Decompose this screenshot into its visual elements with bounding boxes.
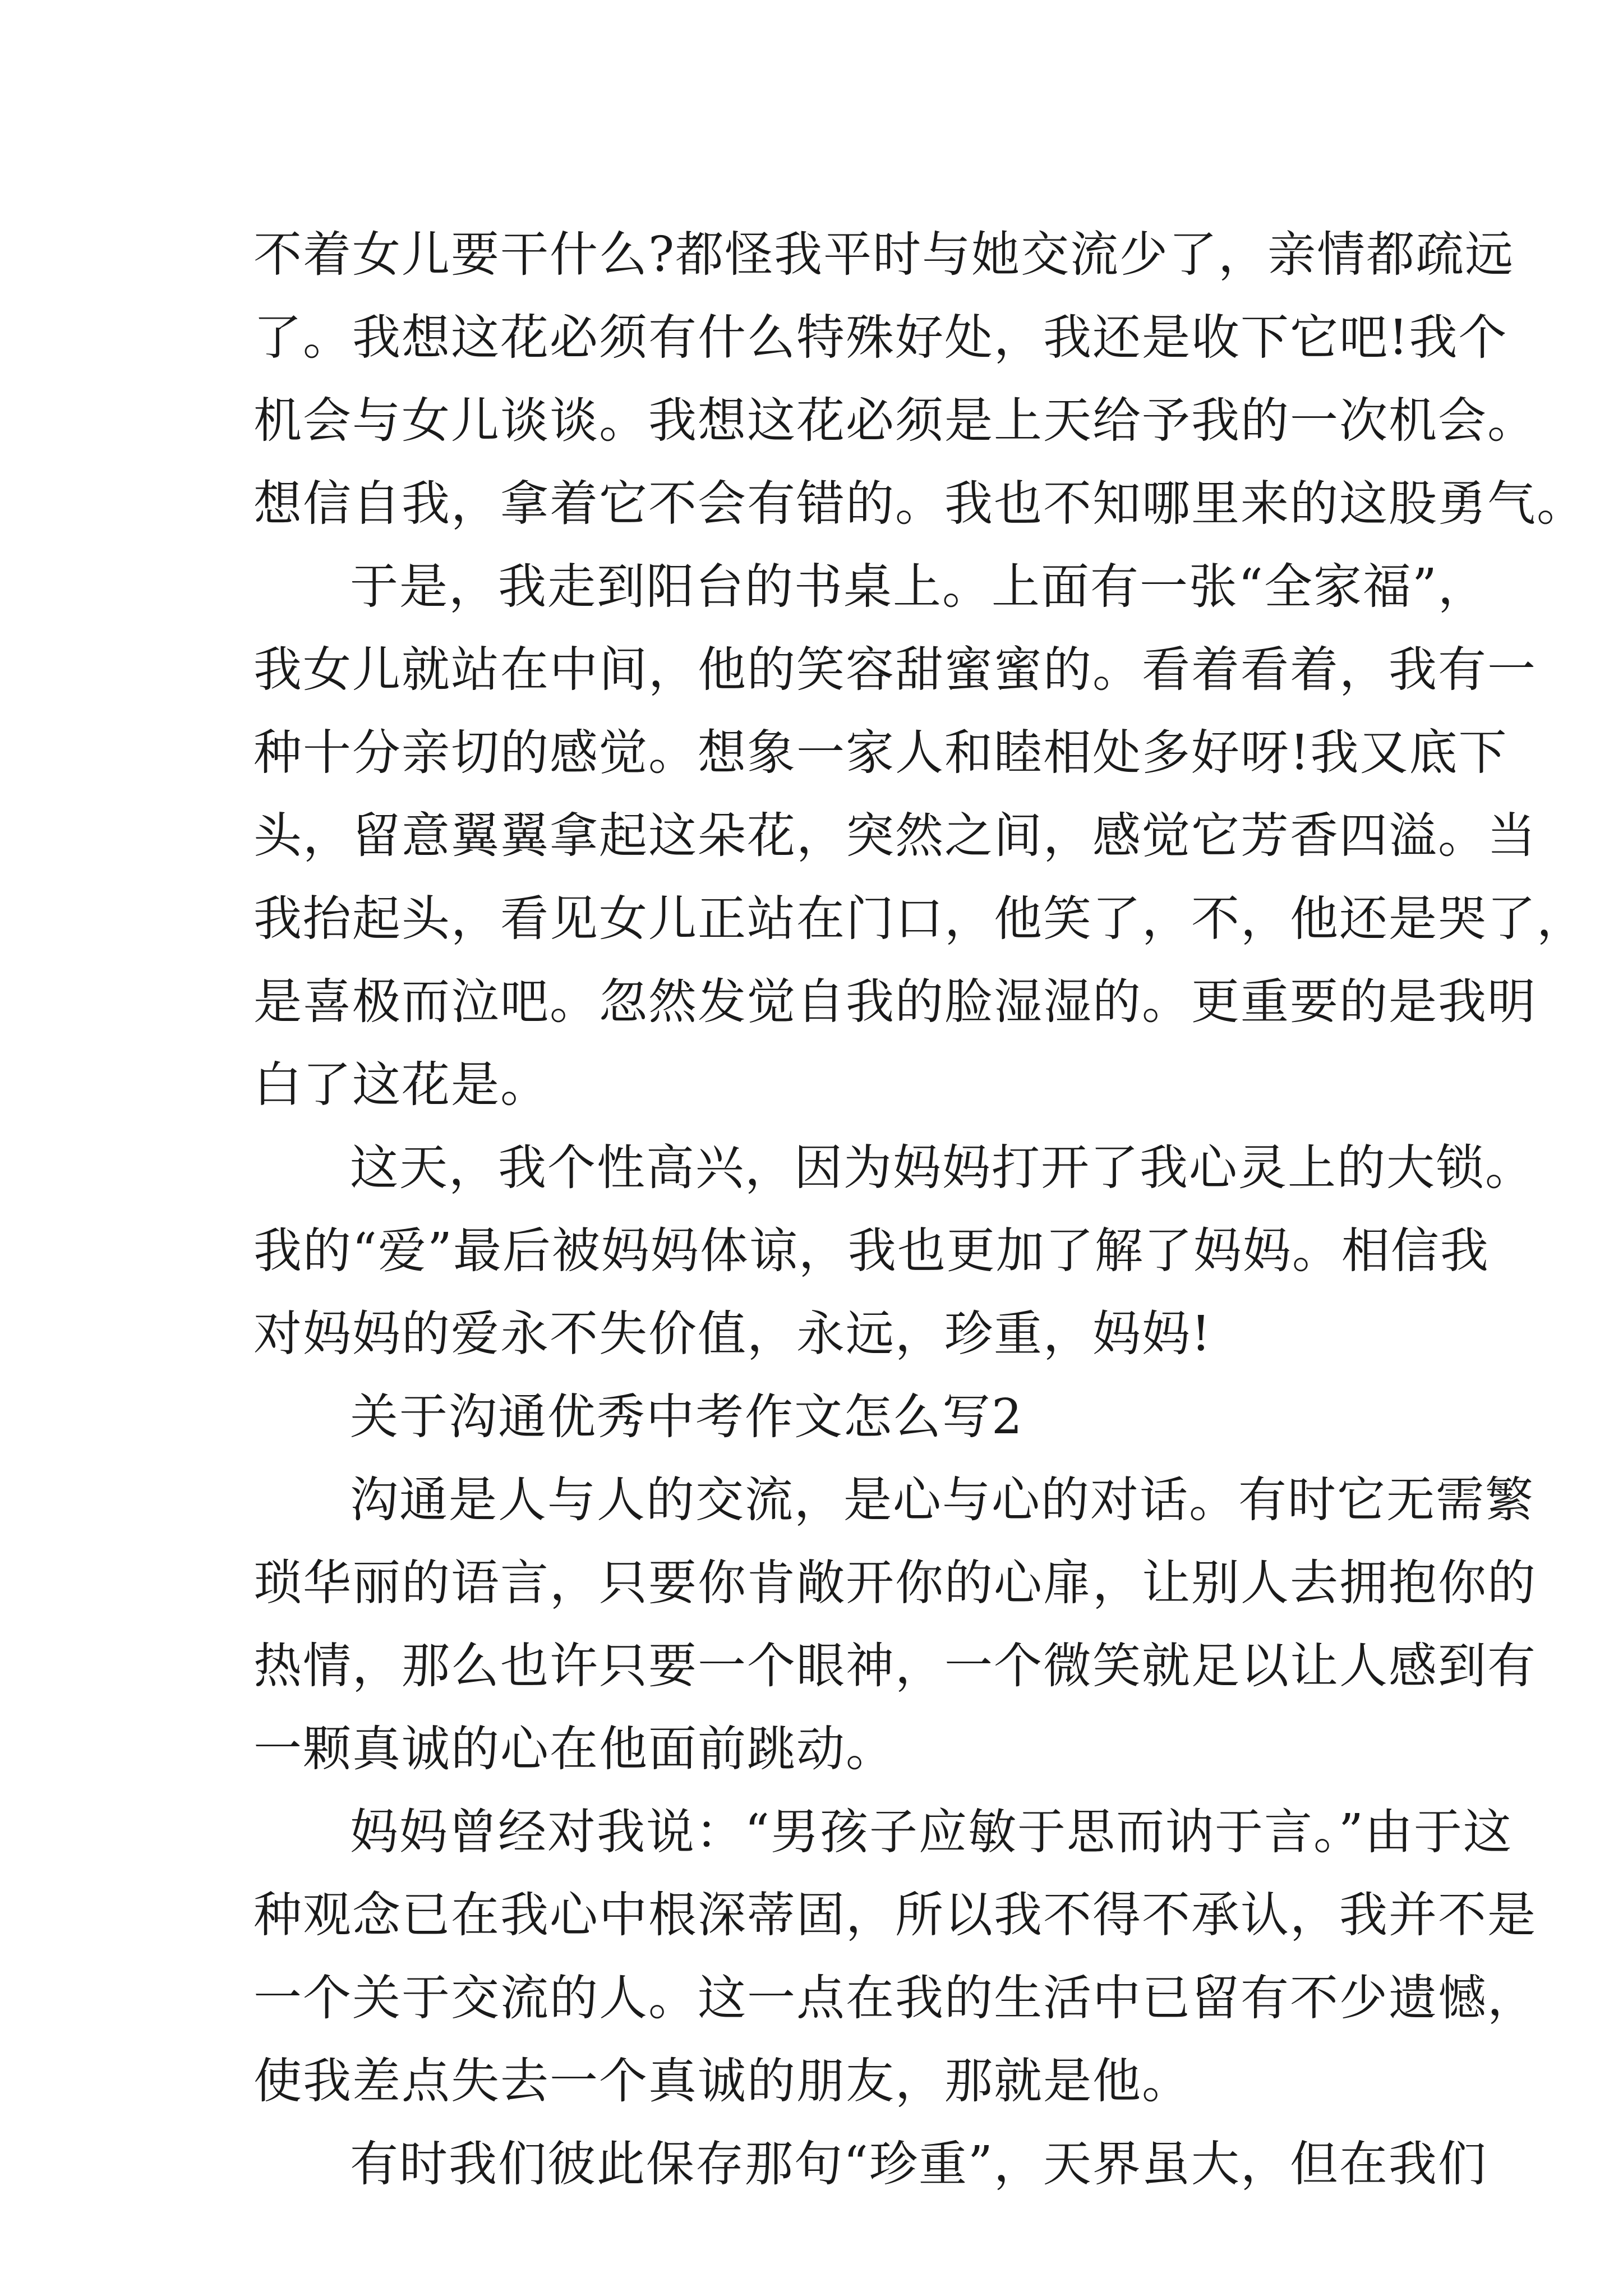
paragraph-first-line: 妈妈曾经对我说：“男孩子应敏于思而讷于言。”由于这 <box>350 1804 1513 1860</box>
paragraph-first-line: 这天，我个性高兴，因为妈妈打开了我心灵上的大锁。 <box>350 1140 1534 1196</box>
document-body <box>253 213 1586 2206</box>
text-line: 我抬起头，看见女儿正站在门口，他笑了，不，他还是哭了， <box>253 891 1586 947</box>
text-line: 我的“爱”最后被妈妈体谅，我也更加了解了妈妈。相信我 <box>253 1223 1490 1279</box>
text-line: 一颗真诚的心在他面前跳动。 <box>253 1721 895 1777</box>
text-line: 热情，那么也许只要一个眼神，一个微笑就足以让人感到有 <box>253 1638 1537 1694</box>
text-line: 了。我想这花必须有什么特殊好处，我还是收下它吧!我个 <box>253 310 1508 366</box>
text-line: 机会与女儿谈谈。我想这花必须是上天给予我的一次机会。 <box>253 393 1537 449</box>
text-line: 我女儿就站在中间，他的笑容甜蜜蜜的。看着看着，我有一 <box>253 642 1537 698</box>
text-line: 使我差点失去一个真诚的朋友，那就是他。 <box>253 2053 1191 2109</box>
text-line: 琐华丽的语言，只要你肯敞开你的心扉，让别人去拥抱你的 <box>253 1555 1537 1611</box>
text-line: 对妈妈的爱永不失价值，永远，珍重，妈妈! <box>253 1306 1212 1362</box>
paragraph-first-line: 沟通是人与人的交流，是心与心的对话。有时它无需繁 <box>350 1472 1534 1528</box>
section-heading: 关于沟通优秀中考作文怎么写2 <box>350 1389 1023 1445</box>
text-line: 一个关于交流的人。这一点在我的生活中已留有不少遗憾， <box>253 1970 1537 2026</box>
paragraph-first-line: 于是，我走到阳台的书桌上。上面有一张“全家福”， <box>350 559 1487 615</box>
text-line: 头，留意翼翼拿起这朵花，突然之间，感觉它芳香四溢。当 <box>253 808 1537 864</box>
text-line: 想信自我，拿着它不会有错的。我也不知哪里来的这股勇气。 <box>253 476 1586 532</box>
text-line: 不着女儿要干什么?都怪我平时与她交流少了，亲情都疏远 <box>253 227 1515 283</box>
text-line: 是喜极而泣吧。忽然发觉自我的脸湿湿的。更重要的是我明 <box>253 974 1537 1030</box>
text-line: 种观念已在我心中根深蒂固，所以我不得不承认，我并不是 <box>253 1887 1537 1943</box>
text-line: 白了这花是。 <box>253 1057 550 1113</box>
text-line: 种十分亲切的感觉。想象一家人和睦相处多好呀!我又底下 <box>253 725 1508 781</box>
paragraph-first-line: 有时我们彼此保存那句“珍重”，天界虽大，但在我们 <box>350 2136 1487 2192</box>
